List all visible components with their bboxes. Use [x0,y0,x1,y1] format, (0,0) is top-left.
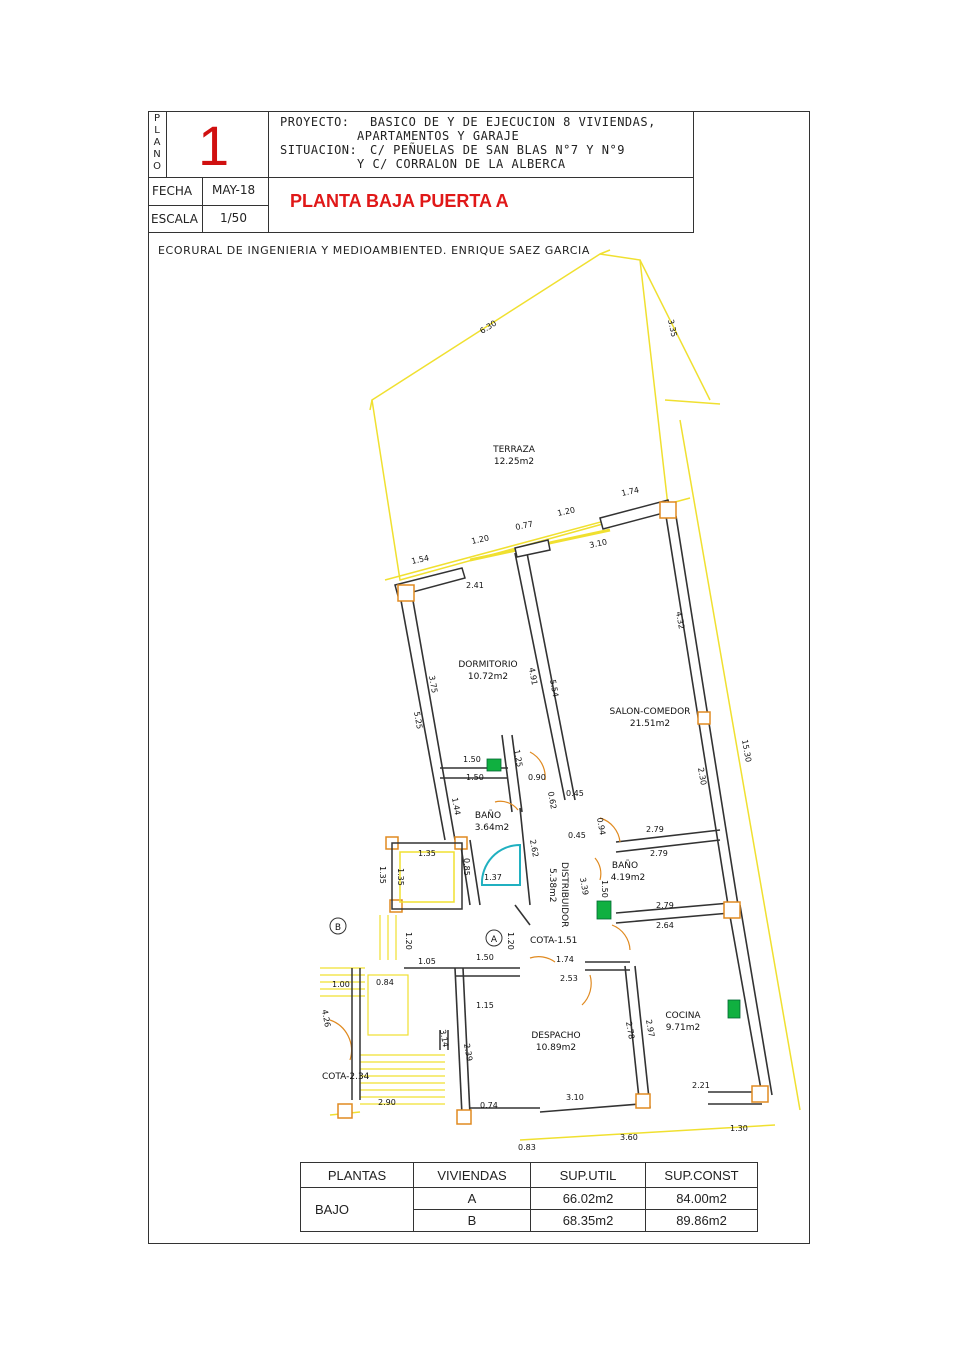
header-sup-const: SUP.CONST [646,1163,758,1188]
dimension: 2.62 [528,838,540,858]
dimension: 3.10 [588,537,608,550]
entry-markers [330,918,502,946]
cell-planta: BAJO [301,1188,414,1232]
dimension: 2.79 [646,825,664,834]
dimension: 1.05 [418,957,436,966]
dimension: 1.50 [476,953,494,962]
plano-label: P L A N O [153,113,161,172]
dimension: 3.14 [438,1028,450,1048]
dimension: 3.75 [427,674,439,694]
cell-sup-util: 66.02m2 [531,1188,646,1210]
dimension: 0.45 [566,789,584,798]
dimension: 1.15 [476,1001,494,1010]
dimension: 6.30 [478,318,499,336]
cell-vivienda: B [414,1210,531,1232]
dimension: 1.20 [506,932,515,950]
room-salon-area: 21.51m2 [629,719,671,729]
dimension: 2.79 [656,901,674,910]
dimension: 2.90 [378,1098,396,1107]
area-table [300,1162,758,1232]
dimension: 0.74 [480,1101,498,1110]
plano-number: 1 [198,114,230,177]
sheet-title: PLANTA BAJA PUERTA A [290,191,509,211]
escala-label: ESCALA [151,212,198,226]
room-bano1-name: BAÑO [474,811,502,821]
escala-value: 1/50 [220,211,247,225]
dimension: 3.10 [566,1093,584,1102]
dimension: 0.62 [546,790,558,810]
room-bano2-name: BAÑO [611,861,639,871]
dimension: 1.00 [332,980,350,989]
fecha-label: FECHA [152,184,193,198]
cell-sup-const: 84.00m2 [646,1188,758,1210]
dimension: 1.30 [730,1124,748,1133]
dimension: 0.77 [514,519,534,532]
dimension: 3.39 [578,876,590,896]
dimension: 1.74 [620,485,640,498]
room-distribuidor-name: DISTRIBUIDOR [559,862,569,928]
dimension: 2.78 [624,1020,636,1040]
dimension: 2.39 [462,1042,474,1062]
dimension: 3.60 [620,1133,638,1142]
room-cocina-area: 9.71m2 [665,1023,701,1033]
project-line-1: BASICO DE Y DE EJECUCION 8 VIVIENDAS, [370,115,656,129]
dimension: 4.91 [527,666,539,686]
cota-b-label: COTA-2.34 [322,1072,370,1082]
room-cocina-name: COCINA [665,1011,701,1021]
project-line-2: APARTAMENTOS Y GARAJE [357,129,520,143]
room-terraza-name: TERRAZA [493,445,535,455]
room-bano1-area: 3.64m2 [474,823,510,833]
dimension: 4.26 [320,1008,332,1028]
cell-vivienda: A [414,1188,531,1210]
situation-label: SITUACION: [280,143,358,157]
room-despacho-area: 10.89m2 [535,1043,577,1053]
dimension: 1.20 [470,533,490,546]
dimension: 0.94 [595,816,607,836]
dimension: 0.90 [528,773,546,782]
dimension: 1.20 [556,505,576,518]
walls [400,516,772,1115]
dimension: 2.64 [656,921,674,930]
dimension: 2.30 [696,766,708,786]
dimension: 5.25 [412,710,424,730]
door-swings [330,752,630,1060]
dimension: 1.54 [410,553,430,566]
dimension: 0.45 [568,831,586,840]
office-credit: ECORURAL DE INGENIERIA Y MEDIOAMBIENTED. ENRIQUE SAEZ GARCIA [158,244,590,257]
cell-sup-const: 89.86m2 [646,1210,758,1232]
dimension: 1.37 [484,873,502,882]
dimension: 3.35 [666,318,679,338]
marker-a: A [490,935,498,945]
dimension: 1.50 [600,880,609,898]
cell-sup-util: 68.35m2 [531,1210,646,1232]
dimension: 1.35 [418,849,436,858]
dimension: 0.85 [462,858,471,876]
fecha-value: MAY-18 [212,183,256,197]
dimension: 2.97 [644,1018,656,1038]
room-salon-name: SALON-COMEDOR [609,707,691,717]
dimension: 2.79 [650,849,668,858]
dimension: 1.35 [396,868,405,886]
room-terraza-area: 12.25m2 [493,457,535,467]
dimension: 1.74 [556,955,574,964]
project-label: PROYECTO: [280,115,350,129]
dimension: 4.32 [674,610,686,630]
room-distribuidor-area: 5.38m2 [547,868,557,903]
header-plantas: PLANTAS [301,1163,414,1188]
room-dormitorio-name: DORMITORIO [458,660,518,670]
situation-line-2: Y C/ CORRALON DE LA ALBERCA [357,157,566,171]
dimension: 1.20 [404,932,413,950]
header-viviendas: VIVIENDAS [414,1163,531,1188]
dimension: 1.50 [466,773,484,782]
room-bano2-area: 4.19m2 [610,873,646,883]
marker-b: B [334,923,342,933]
dimension: 2.41 [466,581,484,590]
room-despacho-name: DESPACHO [531,1031,581,1041]
dimension: 2.53 [560,974,578,983]
dimension: 2.21 [692,1081,710,1090]
header-sup-util: SUP.UTIL [531,1163,646,1188]
dimension: 1.35 [378,866,387,884]
dimension: 15.30 [740,738,753,763]
room-dormitorio-area: 10.72m2 [467,672,509,682]
dimension: 1.50 [463,755,481,764]
dimension: 0.83 [518,1143,536,1152]
situation-line-1: C/ PEÑUELAS DE SAN BLAS N°7 Y N°9 [370,143,625,157]
cota-a-label: COTA-1.51 [530,936,578,946]
fixtures [487,759,740,1018]
dimension: 1.25 [512,748,524,768]
dimension: 5.54 [548,678,560,698]
dimension: 1.44 [450,796,462,816]
dimension: 0.84 [376,978,394,987]
